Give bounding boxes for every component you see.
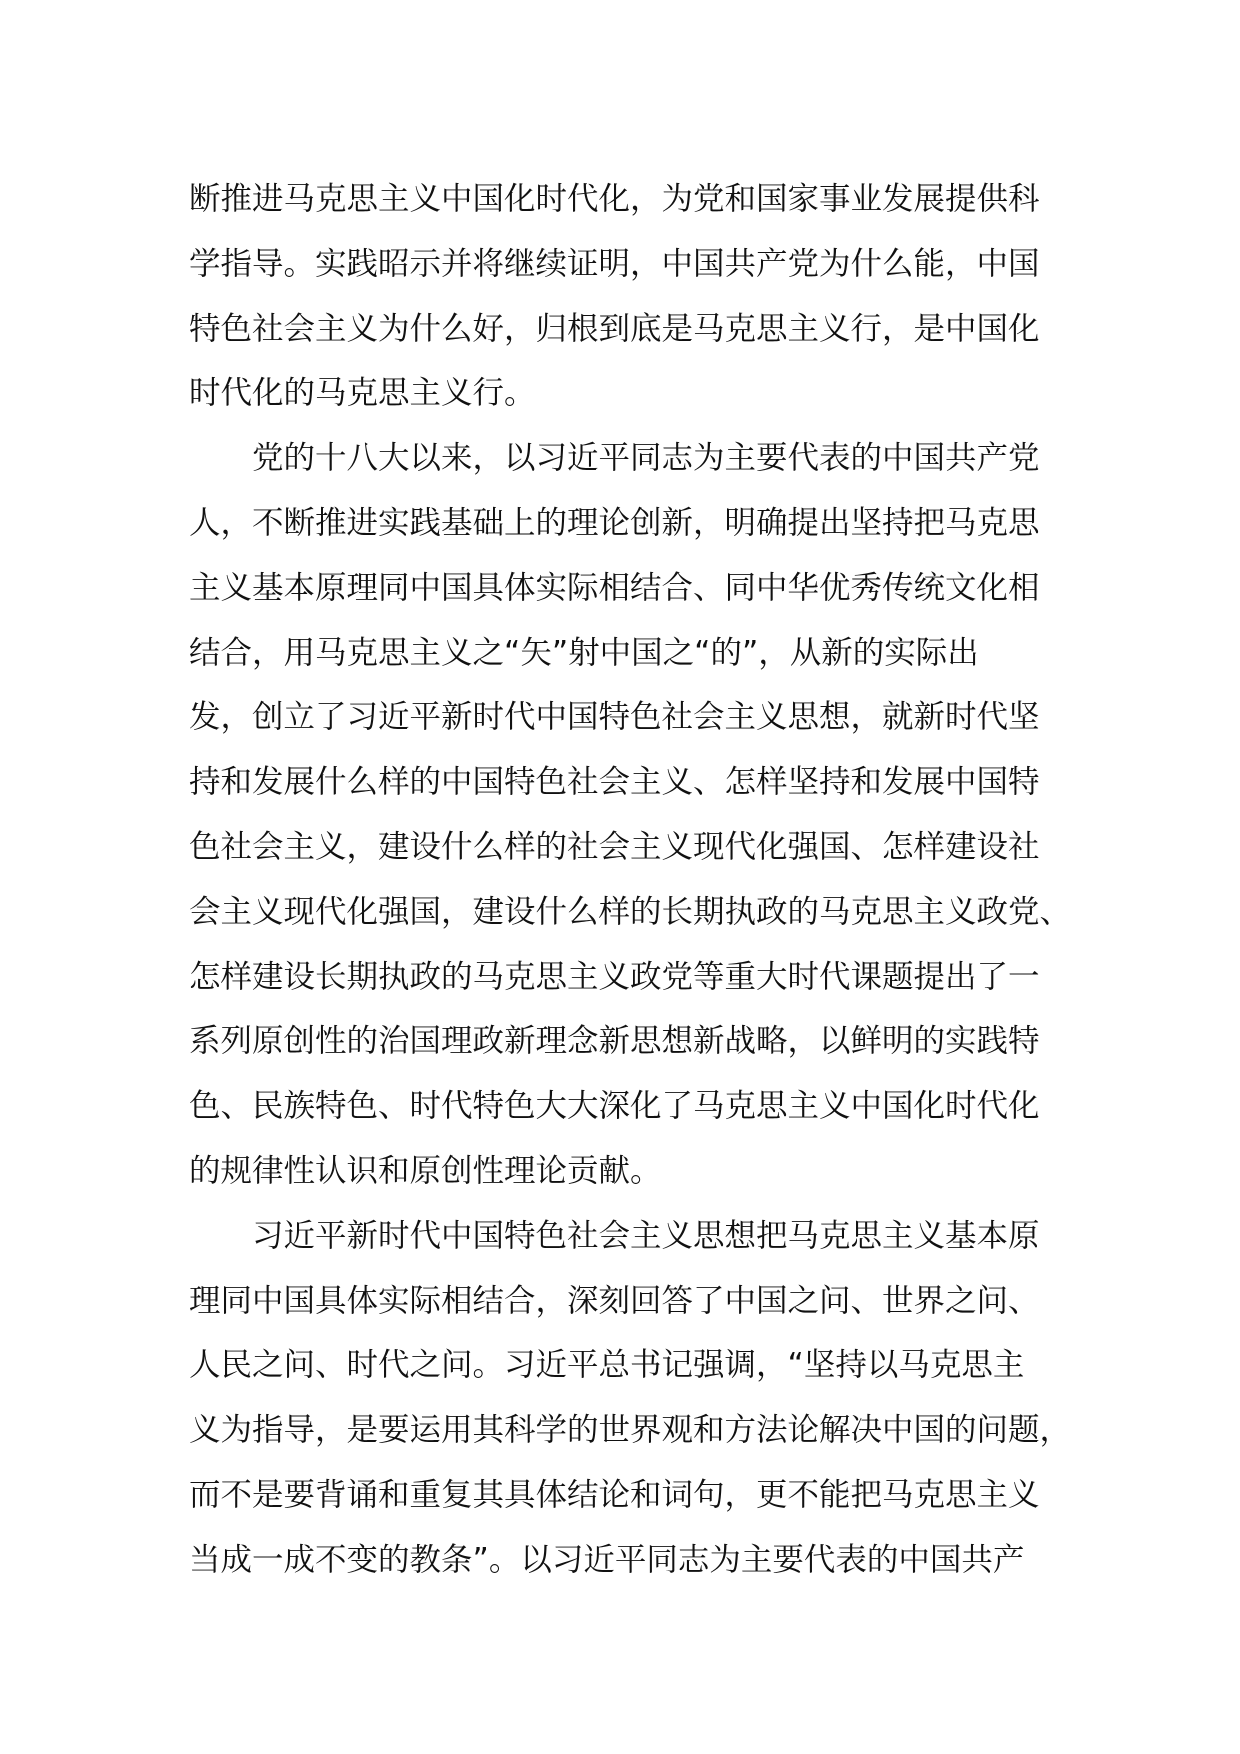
text-line: 断推进马克思主义中国化时代化，为党和国家事业发展提供科 xyxy=(189,181,1040,217)
text-line: 发，创立了习近平新时代中国特色社会主义思想，就新时代坚 xyxy=(189,699,1040,736)
text-line: 系列原创性的治国理政新理念新思想新战略，以鲜明的实践特 xyxy=(189,1023,1040,1060)
paragraph xyxy=(189,426,1109,1204)
text-line: 主义基本原理同中国具体实际相结合、同中华优秀传统文化相 xyxy=(189,569,1040,606)
text-line: 的规律性认识和原创性理论贡献。 xyxy=(189,1152,662,1189)
text-line: 怎样建设长期执政的马克思主义政党等重大时代课题提出了一 xyxy=(189,958,1040,995)
paragraph xyxy=(189,1204,1109,1593)
text-line: 当成一成不变的教条”。以习近平同志为主要代表的中国共产 xyxy=(189,1541,1025,1578)
text-line: 特色社会主义为什么好，归根到底是马克思主义行，是中国化 xyxy=(189,310,1040,347)
document-body xyxy=(189,167,1109,1593)
text-line: 会主义现代化强国，建设什么样的长期执政的马克思主义政党、 xyxy=(189,893,1072,930)
text-line: 人民之问、时代之问。习近平总书记强调，“坚持以马克思主 xyxy=(189,1347,1025,1384)
text-line: 党的十八大以来，以习近平同志为主要代表的中国共产党 xyxy=(252,440,1040,477)
text-line: 时代化的马克思主义行。 xyxy=(189,375,536,412)
text-line: 义为指导，是要运用其科学的世界观和方法论解决中国的问题， xyxy=(189,1412,1072,1449)
text-line: 持和发展什么样的中国特色社会主义、怎样坚持和发展中国特 xyxy=(189,764,1040,801)
text-line: 学指导。实践昭示并将继续证明，中国共产党为什么能，中国 xyxy=(189,245,1040,282)
text-line: 习近平新时代中国特色社会主义思想把马克思主义基本原 xyxy=(252,1217,1040,1254)
text-line: 理同中国具体实际相结合，深刻回答了中国之问、世界之问、 xyxy=(189,1282,1040,1319)
text-line: 色社会主义，建设什么样的社会主义现代化强国、怎样建设社 xyxy=(189,828,1040,865)
text-line: 而不是要背诵和重复其具体结论和词句，更不能把马克思主义 xyxy=(189,1476,1040,1513)
text-line: 人，不断推进实践基础上的理论创新，明确提出坚持把马克思 xyxy=(189,504,1040,541)
paragraph xyxy=(189,167,1109,426)
text-line: 结合，用马克思主义之“矢”射中国之“的”，从新的实际出 xyxy=(189,634,979,671)
text-line: 色、民族特色、时代特色大大深化了马克思主义中国化时代化 xyxy=(189,1088,1040,1125)
